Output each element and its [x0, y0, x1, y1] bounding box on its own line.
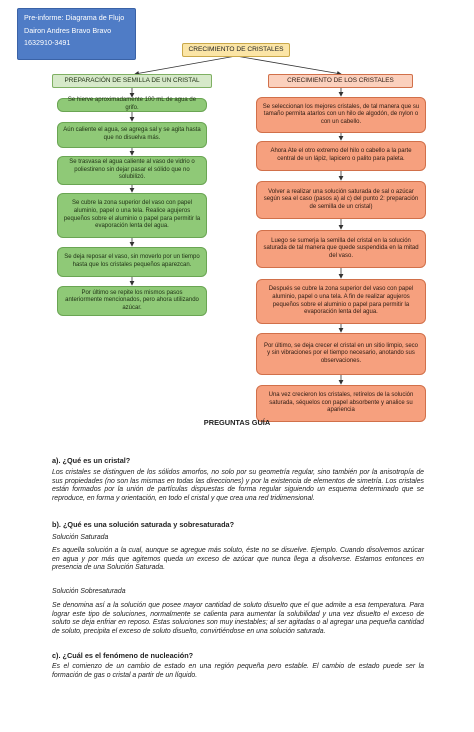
answer-c: Es el comienzo de un cambio de estado en una región pequeña pero estable. El cambio de estado puede ser la formación de gas o cristal a partir de un líquido.	[52, 663, 424, 679]
left-step-4: Se cubre la zona superior del vaso con papel aluminio, papel o una tela. Realice agujeros pequeños sobre el aluminio o papel para permitir la evaporación lenta del agua.	[57, 193, 207, 238]
left-step-1: Se hierve aproximadamente 100 mL de agua de grifo.	[57, 98, 207, 112]
right-step-4: Luego se sumerja la semilla del cristal en la solución saturada de tal manera que quede suspendida en la mitad del vaso.	[256, 230, 426, 268]
right-step-5: Después se cubre la zona superior del vaso con papel aluminio, papel o una tela. A fin de realizar agujeros pequeños sobre el aluminio o papel para permitir la evaporación lenta del agua.	[256, 279, 426, 324]
question-a: a). ¿Qué es un cristal?	[52, 456, 131, 465]
preinforme-title: Pre-informe: Diagrama de Flujo	[24, 13, 125, 22]
subtitle-saturada: Solución Saturada	[52, 534, 109, 541]
flowchart-title: CRECIMIENTO DE CRISTALES	[182, 43, 290, 57]
right-step-1: Se seleccionan los mejores cristales, de tal manera que su tamaño permita atarlos con un hilo de algodón, de nylon o con un cabello.	[256, 97, 426, 133]
left-step-3: Se trasvasa el agua caliente al vaso de vidrio o poliestireno sin dejar pasar el sólido que no solubilizó.	[57, 156, 207, 185]
subtitle-sobresaturada: Solución Sobresaturada	[52, 588, 126, 595]
right-step-7: Una vez crecieron los cristales, retírelos de la solución saturada, séquelos con papel absorbente y analice su apariencia	[256, 385, 426, 422]
answer-sobresaturada: Se denomina así a la solución que posee mayor cantidad de soluto disuelto que el que admite a esa temperatura. Para lograr este tipo de soluciones, normalmente se calienta para aumentar la solubilidad y una vez disuelto el exceso de soluto se deja enfriar en reposo. Estas soluciones son muy inestables; al ser agitadas o al agregar una pequeña cantidad de soluto, precipita el exceso de soluto disuelto, convirtiéndose en una solución saturada.	[52, 602, 424, 636]
guide-title: PREGUNTAS GUÍA	[203, 418, 271, 427]
left-step-2: Aún caliente el agua, se agrega sal y se agita hasta que no disuelva más.	[57, 122, 207, 148]
answer-saturada: Es aquella solución a la cual, aunque se agregue más soluto, éste no se disuelve. Ejemplo. Cuando disolvemos azúcar en agua y por más que agitemos queda un exceso de azúcar que nunca llega a disolverse. Estamos entonces en presencia de una Solución Saturada.	[52, 547, 424, 572]
right-step-6: Por último, se deja crecer el cristal en un sitio limpio, seco y sin vibraciones por el tiempo necesario, anotando sus observaciones.	[256, 333, 426, 375]
right-step-3: Volver a realizar una solución saturada de sal o azúcar según sea el caso (pasos a) al c) del punto 2: preparación de semilla de un cristal)	[256, 181, 426, 219]
left-step-5: Se deja reposar el vaso, sin moverlo por un tiempo hasta que los cristales pequeños aparezcan.	[57, 247, 207, 277]
right-step-2: Ahora Ate el otro extremo del hilo o cabello a la parte central de un lápiz, lapicero o palito para paleta.	[256, 141, 426, 171]
question-b: b). ¿Qué es una solución saturada y sobresaturada?	[52, 520, 235, 529]
left-heading: PREPARACIÓN DE SEMILLA DE UN CRISTAL	[52, 74, 212, 88]
question-c: c). ¿Cuál es el fenómeno de nucleación?	[52, 651, 194, 660]
left-step-6: Por último se repite los mismos pasos anteriormente mencionados, pero ahora utilizando azúcar.	[57, 286, 207, 316]
author-name: Dairon Andres Bravo Bravo	[24, 25, 112, 35]
answer-a: Los cristales se distinguen de los sólidos amorfos, no solo por su geometría regular, sino también por la anisotropía de sus propiedades (no son las mismas en todas las direcciones) y por la existencia de elementos de simetría. Los cristales están formados por la unión de partículas dispuestas de forma regular siguiendo un esquema determinado que se reproduce, en forma y orientación, en todo el cristal y que crea una red tridimensional.	[52, 469, 424, 503]
student-code: 1632910-3491	[24, 38, 71, 47]
right-heading: CRECIMIENTO DE LOS CRISTALES	[268, 74, 413, 88]
